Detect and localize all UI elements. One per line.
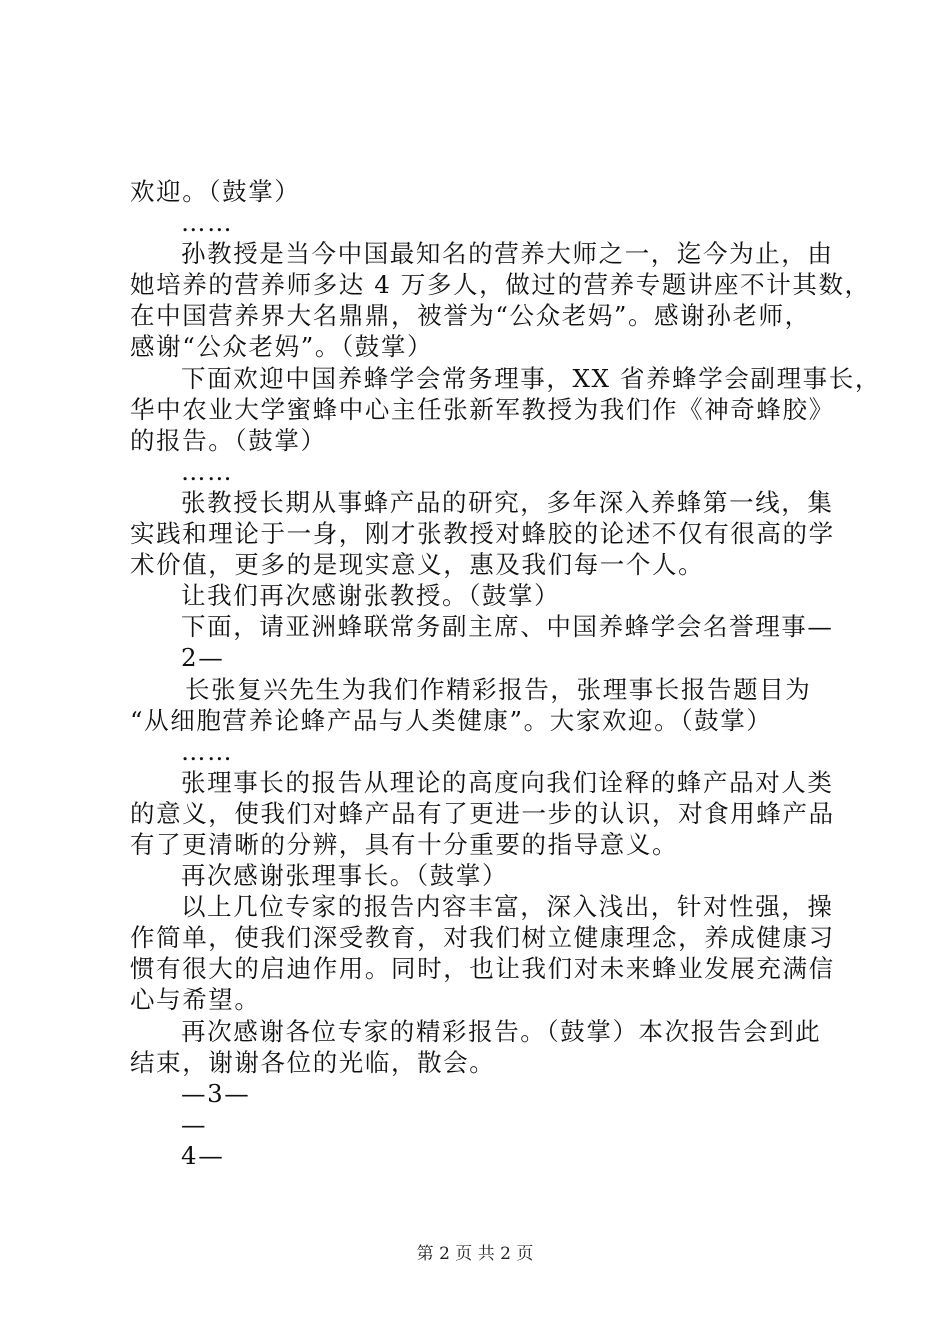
text-line: 结束，谢谢各位的光临，散会。 (130, 1047, 496, 1077)
text-line: 心与希望。 (130, 985, 261, 1015)
ellipsis-line: …… (181, 456, 234, 486)
text-line: 实践和理论于一身，刚才张教授对蜂胶的论述不仅有很高的学 (130, 519, 835, 549)
paragraph-start-line: 再次感谢各位专家的精彩报告。（鼓掌）本次报告会到此 (181, 1016, 822, 1046)
text-line: 在中国营养界大名鼎鼎，被誉为“公众老妈”。感谢孙老师， (130, 301, 811, 331)
text-line: 感谢“公众老妈”。（鼓掌） (130, 332, 434, 362)
text-line: 华中农业大学蜜蜂中心主任张新军教授为我们作《神奇蜂胶》 (130, 394, 835, 424)
text-line: 她培养的营养师多达 4 万多人，做过的营养专题讲座不计其数， (130, 270, 871, 300)
text-line: 术价值，更多的是现实意义，惠及我们每一个人。 (130, 550, 705, 580)
page-number-fragment: 4— (181, 1140, 225, 1170)
text-line: 有了更清晰的分辨，具有十分重要的指导意义。 (130, 829, 679, 859)
text-line: 作简单，使我们深受教育，对我们树立健康理念，养成健康习 (130, 923, 835, 953)
text-line: “从细胞营养论蜂产品与人类健康”。大家欢迎。（鼓掌） (130, 705, 773, 735)
document-body (130, 176, 881, 1171)
paragraph-start-line: 以上几位专家的报告内容丰富，深入浅出，针对性强，操 (181, 892, 834, 922)
text-line: 欢迎。（鼓掌） (130, 177, 301, 206)
ellipsis-line: …… (181, 208, 234, 238)
text-line: 惯有很大的启迪作用。同时，也让我们对未来蜂业发展充满信 (130, 954, 835, 984)
page-number-fragment: 2— (181, 643, 225, 673)
paragraph-start-line: 孙教授是当今中国最知名的营养大师之一，迄今为止，由 (181, 239, 834, 269)
paragraph-start-line: 下面欢迎中国养蜂学会常务理事，XX 省养蜂学会副理事长， (181, 363, 881, 393)
paragraph-start-line: 下面，请亚洲蜂联常务副主席、中国养蜂学会名誉理事— (181, 612, 834, 642)
page-number-fragment: —3— (181, 1078, 251, 1108)
paragraph-start-line: 张理事长的报告从理论的高度向我们诠释的蜂产品对人类 (181, 767, 834, 797)
text-line: 的报告。（鼓掌） (130, 425, 327, 455)
page-number-fragment: — (181, 1109, 208, 1139)
paragraph-continuation-line: 长张复兴先生为我们作精彩报告，张理事长报告题目为 (185, 674, 812, 704)
text-line: 的意义，使我们对蜂产品有了更进一步的认识，对食用蜂产品 (130, 798, 835, 828)
page-footer: 第 2 页 共 2 页 (416, 1244, 534, 1264)
ellipsis-line: …… (181, 736, 234, 766)
paragraph-start-line: 张教授长期从事蜂产品的研究，多年深入养蜂第一线，集 (181, 487, 834, 517)
paragraph-start-line: 再次感谢张理事长。（鼓掌） (181, 861, 509, 891)
paragraph-start-line: 让我们再次感谢张教授。（鼓掌） (181, 581, 561, 611)
